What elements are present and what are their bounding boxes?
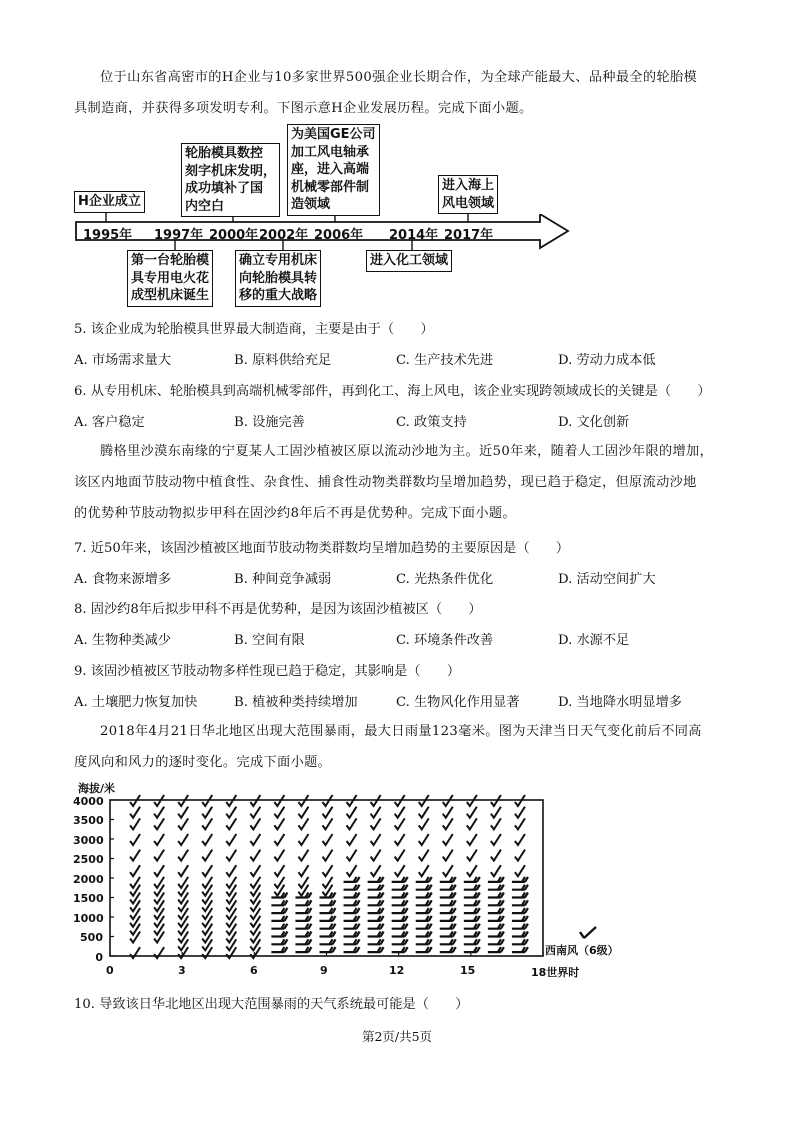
q9-option-c[interactable]: C. 生物风化作用显著 <box>396 695 520 710</box>
xtick-12: 12 <box>389 964 405 977</box>
year-2017: 2017年 <box>444 228 494 243</box>
intro-passage-3 <box>74 716 724 778</box>
q5-option-c[interactable]: C. 生产技术先进 <box>396 353 494 368</box>
event-2017: 进入海上 风电领域 <box>438 175 498 214</box>
q7-option-a[interactable]: A. 食物来源增多 <box>74 572 172 587</box>
event-2014: 进入化工领域 <box>366 250 452 272</box>
ytick-1000: 1000 <box>73 912 104 925</box>
xtick-0: 0 <box>106 964 114 977</box>
intro1-line2: 具制造商，并获得多项发明专利。下图示意H企业发展历程。完成下面小题。 <box>74 101 533 116</box>
q5-option-b[interactable]: B. 原料供给充足 <box>234 353 332 368</box>
q7-option-b[interactable]: B. 种间竞争减弱 <box>234 572 332 587</box>
question-7: 7. 近50年来，该固沙植被区地面节肢动物类群数均呈增加趋势的主要原因是（ ） <box>74 541 570 556</box>
intro2-line2: 该区内地面节肢动物中植食性、杂食性、捕食性动物类群数均呈增加趋势，现已趋于稳定，但原流动沙地 <box>74 475 697 490</box>
timeline-connectors <box>0 0 794 320</box>
page-footer: 第2页/共5页 <box>361 1029 433 1044</box>
intro-passage-2 <box>74 436 724 529</box>
ytick-3500: 3500 <box>73 814 104 827</box>
wind-legend: 西南风（6级） <box>545 944 619 957</box>
ytick-4000: 4000 <box>73 795 104 808</box>
ytick-500: 500 <box>80 931 103 944</box>
intro3-line1: 2018年4月21日华北地区出现大范围暴雨，最大日雨量123毫米。图为天津当日天气变化前后不同高 <box>100 724 702 739</box>
xtick-6: 6 <box>250 964 258 977</box>
q6-option-c[interactable]: C. 政策支持 <box>396 415 467 430</box>
xtick-18: 18世界时 <box>531 966 580 979</box>
q9-option-b[interactable]: B. 植被种类持续增加 <box>234 695 358 710</box>
xtick-3: 3 <box>178 964 186 977</box>
event-2006: 为美国GE公司 加工风电轴承 座，进入高端 机械零部件制 造领域 <box>287 124 380 216</box>
q7-option-d[interactable]: D. 活动空间扩大 <box>558 572 656 587</box>
year-2002: 2002年 <box>259 228 309 243</box>
q8-option-c[interactable]: C. 环境条件改善 <box>396 633 494 648</box>
q6-option-b[interactable]: B. 设施完善 <box>234 415 305 430</box>
q8-option-d[interactable]: D. 水源不足 <box>558 633 630 648</box>
event-1995: H企业成立 <box>74 191 145 213</box>
q9-option-a[interactable]: A. 土壤肥力恢复加快 <box>74 695 198 710</box>
q9-option-d[interactable]: D. 当地降水明显增多 <box>558 695 682 710</box>
legend-barb-icon <box>578 924 602 942</box>
q8-option-b[interactable]: B. 空间有限 <box>234 633 305 648</box>
question-6: 6. 从专用机床、轮胎模具到高端机械零部件，再到化工、海上风电，该企业实现跨领域成长的关键是（ ） <box>74 384 711 399</box>
question-5: 5. 该企业成为轮胎模具世界最大制造商，主要是由于（ ） <box>74 322 434 337</box>
wind-plot-area <box>100 790 560 965</box>
intro2-line1: 腾格里沙漠东南缘的宁夏某人工固沙植被区原以流动沙地为主。近50年来，随着人工固沙年限的增加， <box>100 444 714 459</box>
xtick-15: 15 <box>460 964 476 977</box>
intro1-line1: 位于山东省高密市的H企业与10多家世界500强企业长期合作，为全球产能最大、品种最全的轮胎模 <box>100 70 698 85</box>
intro2-line3: 的优势种节肢动物拟步甲科在固沙约8年后不再是优势种。完成下面小题。 <box>74 506 516 521</box>
q8-option-a[interactable]: A. 生物种类减少 <box>74 633 172 648</box>
question-9: 9. 该固沙植被区节肢动物多样性现已趋于稳定，其影响是（ ） <box>74 664 461 679</box>
event-1997: 第一台轮胎模 具专用电火花 成型机床诞生 <box>127 250 213 307</box>
ytick-2000: 2000 <box>73 873 104 886</box>
q6-option-a[interactable]: A. 客户稳定 <box>74 415 145 430</box>
wind-chart-ylabel: 海拔/米 <box>78 782 116 795</box>
q6-option-d[interactable]: D. 文化创新 <box>558 415 630 430</box>
intro3-line2: 度风向和风力的逐时变化。完成下面小题。 <box>74 755 332 770</box>
question-8: 8. 固沙约8年后拟步甲科不再是优势种，是因为该固沙植被区（ ） <box>74 602 482 617</box>
event-2002: 确立专用机床 向轮胎模具转 移的重大战略 <box>235 250 321 307</box>
q7-option-c[interactable]: C. 光热条件优化 <box>396 572 494 587</box>
year-2000: 2000年 <box>209 228 259 243</box>
q5-option-d[interactable]: D. 劳动力成本低 <box>558 353 656 368</box>
question-10: 10. 导致该日华北地区出现大范围暴雨的天气系统最可能是（ ） <box>74 997 469 1012</box>
xtick-9: 9 <box>320 964 328 977</box>
year-1997: 1997年 <box>154 228 204 243</box>
q5-option-a[interactable]: A. 市场需求量大 <box>74 353 172 368</box>
xaxis-unit: 世界时 <box>546 966 580 979</box>
year-2006: 2006年 <box>314 228 364 243</box>
ytick-1500: 1500 <box>73 892 104 905</box>
year-2014: 2014年 <box>389 228 439 243</box>
year-1995: 1995年 <box>83 228 133 243</box>
ytick-2500: 2500 <box>73 853 104 866</box>
event-2000: 轮胎模具数控 刻字机床发明， 成功填补了国 内空白 <box>181 143 280 217</box>
ytick-0: 0 <box>95 951 103 964</box>
ytick-3000: 3000 <box>73 834 104 847</box>
